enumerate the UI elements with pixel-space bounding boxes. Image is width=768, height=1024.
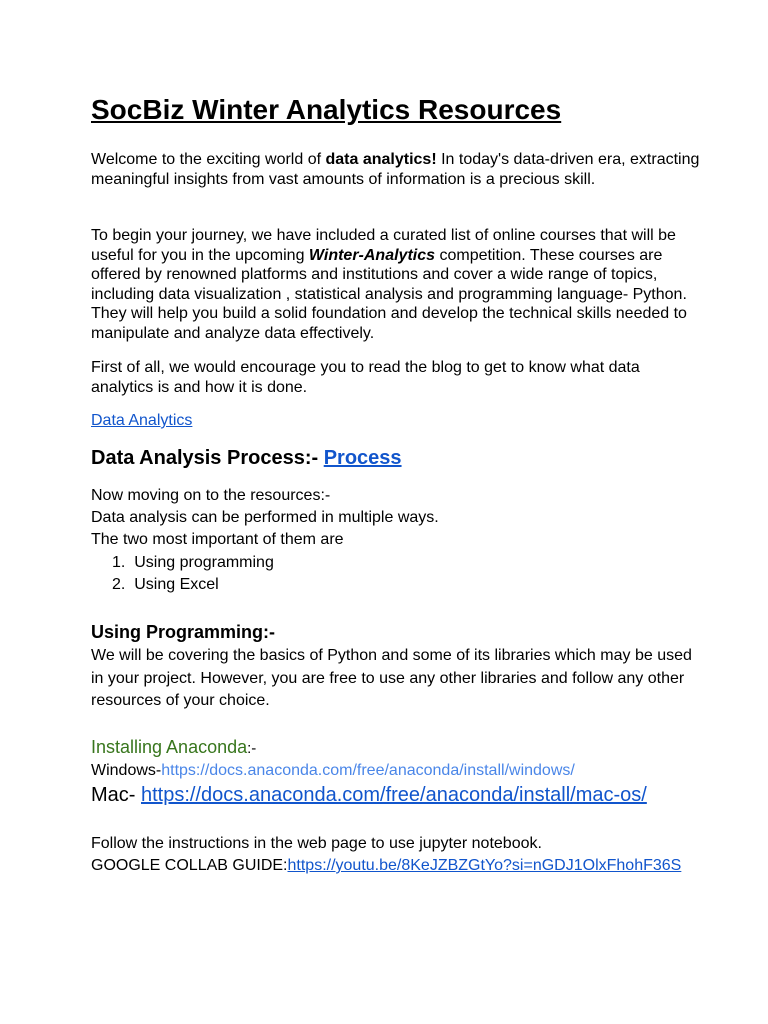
windows-link[interactable]: https://docs.anaconda.com/free/anaconda/install/windows/ bbox=[161, 762, 575, 779]
process-heading-label: Data Analysis Process:- bbox=[91, 447, 324, 469]
anaconda-heading bbox=[91, 735, 256, 761]
windows-label: Windows- bbox=[91, 762, 162, 779]
intro-text-bold: data analytics! bbox=[325, 151, 437, 168]
mac-link[interactable]: https://docs.anaconda.com/free/anaconda/install/mac-os/ bbox=[141, 784, 647, 806]
intro-paragraph bbox=[91, 150, 701, 190]
collab-guide-row bbox=[91, 855, 681, 877]
process-heading bbox=[91, 445, 402, 471]
mac-row bbox=[91, 782, 647, 808]
collab-guide-label: GOOGLE COLLAB GUIDE: bbox=[91, 857, 288, 874]
collab-guide-link[interactable]: https://youtu.be/8KeJZBZGtYo?si=nGDJ1OlxFhohF36S bbox=[287, 857, 682, 874]
data-analytics-link[interactable]: Data Analytics bbox=[91, 412, 193, 429]
list-item-text: Using Excel bbox=[134, 576, 219, 593]
list-item bbox=[112, 574, 219, 596]
programming-heading: Using Programming:- bbox=[91, 622, 276, 642]
resources-important: The two most important of them are bbox=[91, 531, 344, 548]
intro-text-pre: Welcome to the exciting world of bbox=[91, 151, 326, 168]
courses-text-post: competition. These courses are offered by renowned platforms and institutions and cover a wide range of topics, including data visualization , statistical analysis and programming language- Python. They will help you build a solid foundation and develop the technical skills needed to manipulate and analyze data effectively. bbox=[91, 246, 687, 342]
windows-row bbox=[91, 760, 575, 782]
list-item-number: 2. bbox=[112, 576, 126, 593]
list-item bbox=[112, 552, 274, 574]
courses-paragraph bbox=[91, 226, 701, 343]
programming-paragraph: We will be covering the basics of Python and some of its libraries which may be used in your project. However, you are free to use any other libraries and follow any other resources of your choice. bbox=[91, 647, 692, 709]
follow-instructions: Follow the instructions in the web page to use jupyter notebook. bbox=[91, 835, 542, 852]
intro-text-post: In today's data-driven era, extracting meaningful insights from vast amounts of information is a precious skill. bbox=[91, 151, 700, 188]
anaconda-heading-suffix: :- bbox=[247, 740, 257, 757]
mac-label: Mac- bbox=[91, 784, 141, 806]
process-link[interactable]: Process bbox=[323, 447, 402, 469]
data-analytics-link-row bbox=[91, 411, 192, 431]
page-title: SocBiz Winter Analytics Resources bbox=[91, 94, 562, 125]
resources-ways: Data analysis can be performed in multiple ways. bbox=[91, 509, 439, 526]
list-item-text: Using programming bbox=[134, 554, 274, 571]
competition-name: Winter-Analytics bbox=[308, 246, 436, 264]
anaconda-heading-text: Installing Anaconda bbox=[91, 737, 248, 757]
resources-intro: Now moving on to the resources:- bbox=[91, 487, 331, 504]
list-item-number: 1. bbox=[112, 554, 126, 571]
blog-paragraph: First of all, we would encourage you to read the blog to get to know what data analytics is and how it is done. bbox=[91, 359, 640, 396]
courses-text-pre: To begin your journey, we have included a curated list of online courses that will be useful for you in the upcoming bbox=[91, 227, 676, 264]
